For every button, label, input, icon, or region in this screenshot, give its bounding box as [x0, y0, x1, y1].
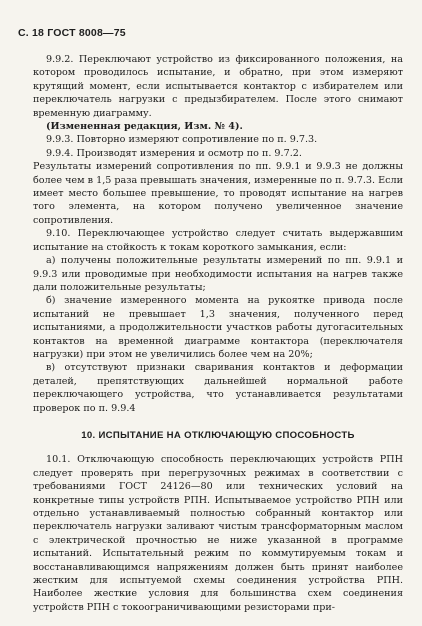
list-item-v: в) отсутствуют признаки сваривания контактов и деформации деталей, препятствующих дальнейшей нормальной работе переключающего устройства, что устанавливается результатами проверок по п. 9.9.4: [33, 362, 403, 414]
section-spacer: [33, 415, 403, 429]
document-body: [33, 53, 403, 614]
list-item-a: а) получены положительные результаты измерений по пп. 9.9.1 и 9.9.3 или проводимые при необходимости испытания на нагрев также дали положительные результаты;: [33, 255, 403, 293]
paragraph-9-10: 9.10. Переключающее устройство следует считать выдержавшим испытание на стойкость к токам короткого замыкания, если:: [33, 228, 403, 253]
paragraph-9-9-4: 9.9.4. Производят измерения и осмотр по п. 9.7.2.: [46, 147, 302, 159]
paragraph-9-9-2: 9.9.2. Переключают устройство из фиксированного положения, на котором проводилось испытание, и обратно, при этом измеряют крутящий момент, если испытывается контактор с избирателем или переключатель нагрузки с предызбирателем. После этого снимают временную диаграмму.: [33, 54, 403, 119]
list-item-b: б) значение измеренного момента на рукоятке привода после испытаний не превышает 1,3 значения, полученного перед испытаниями, а продолжительности участков работы дугогасительных контактов на временной диаграмме контактора (переключателя нагрузки) при этом не увеличились более чем на 20%;: [33, 295, 403, 360]
amendment-note: (Измененная редакция, Изм. № 4).: [46, 121, 243, 133]
paragraph-10-1: 10.1. Отключающую способность переключающих устройств РПН следует проверять при перегрузочных режимах в соответствии с требованиями ГОСТ 24126—80 или технических условий на конкретные типы устройств РПН. Испытываемое устройство РПН или отдельно устанавливаемый полностью собранный контактор или переключатель нагрузки заливают чистым трансформаторным маслом с электрической прочностью не ниже указанной в программе испытаний. Испытательный режим по коммутируемым токам и восстанавливающимся напряжениям должен быть принят наиболее жестким для испытуемой схемы соединения устройства РПН. Наиболее жесткие условия для большинства схем соединения устройств РПН с токоограничивающими резисторами при-: [33, 454, 403, 613]
paragraph-9-9-3: 9.9.3. Повторно измеряют сопротивление по п. 9.7.3.: [46, 134, 318, 146]
page-header: С. 18 ГОСТ 8008—75: [18, 27, 126, 39]
paragraph-results: Результаты измерений сопротивления по пп. 9.9.1 и 9.9.3 не должны более чем в 1,5 раза превышать значения, измеренные по п. 9.7.3. Если имеет место большее превышение, то проводят испытание на нагрев того элемента, на котором получено увеличенное значение сопротивления.: [33, 161, 403, 226]
section-spacer-2: [33, 442, 403, 453]
section-heading: 10. ИСПЫТАНИЕ НА ОТКЛЮЧАЮЩУЮ СПОСОБНОСТЬ: [81, 429, 355, 441]
